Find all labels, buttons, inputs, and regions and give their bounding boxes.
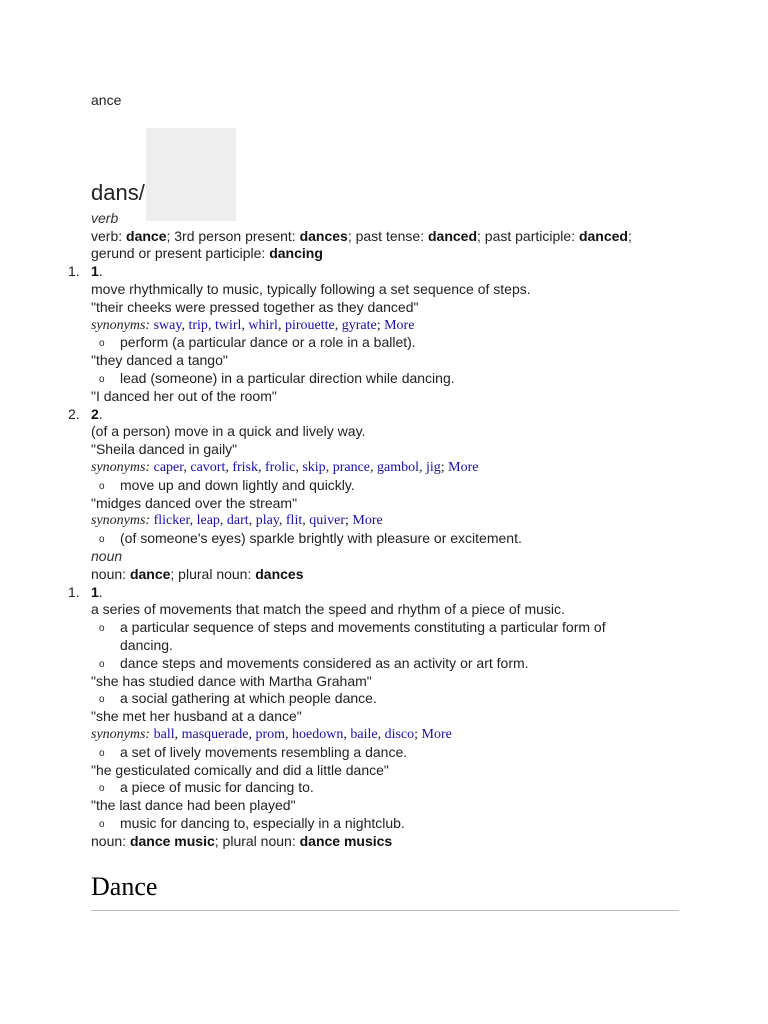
synonyms-line: synonyms: ball, masquerade, prom, hoedown, baile, disco; More bbox=[91, 726, 452, 742]
bullet: o bbox=[99, 818, 105, 830]
synonym-link[interactable]: flit bbox=[285, 513, 303, 529]
synonym-link[interactable]: sway bbox=[153, 317, 182, 333]
sense-example: "midges danced over the stream" bbox=[91, 494, 298, 511]
bullet: o bbox=[99, 694, 105, 706]
bullet: o bbox=[99, 747, 105, 759]
part-of-speech-noun: noun bbox=[91, 547, 123, 564]
bullet: o bbox=[99, 373, 105, 385]
synonym-link[interactable]: trip bbox=[188, 317, 208, 333]
part-of-speech-verb: verb bbox=[91, 209, 119, 226]
synonym-link[interactable]: disco bbox=[384, 726, 415, 742]
sub-sense: o music for dancing to, especially in a nightclub. bbox=[91, 815, 691, 833]
sense-example: "she has studied dance with Martha Graham" bbox=[91, 672, 372, 689]
sub-sense: o lead (someone) in a particular direction while dancing. bbox=[91, 370, 691, 388]
synonym-link[interactable]: quiver bbox=[309, 513, 345, 529]
synonym-link[interactable]: leap bbox=[196, 513, 220, 529]
synonym-link[interactable]: frisk bbox=[232, 459, 259, 475]
sense-definition: a series of movements that match the speed and rhythm of a piece of music. bbox=[91, 601, 565, 618]
sense-example: "she met her husband at a dance" bbox=[91, 708, 302, 725]
synonym-link[interactable]: play bbox=[255, 513, 279, 529]
noun-forms: noun: dance; plural noun: dances bbox=[91, 565, 304, 582]
synonym-link[interactable]: baile bbox=[350, 726, 378, 742]
synonym-link[interactable]: hoedown bbox=[292, 726, 344, 742]
synonym-link[interactable]: pirouette bbox=[284, 317, 335, 333]
more-link[interactable]: More bbox=[352, 513, 383, 529]
synonym-link[interactable]: caper bbox=[153, 459, 184, 475]
synonyms-line: synonyms: flicker, leap, dart, play, flit, quiver; More bbox=[91, 513, 383, 529]
synonym-link[interactable]: twirl bbox=[214, 317, 242, 333]
sense-example: "they danced a tango" bbox=[91, 352, 228, 369]
synonym-link[interactable]: frolic bbox=[265, 459, 296, 475]
bullet: o bbox=[99, 623, 105, 635]
sense-example: "he gesticulated comically and did a little dance" bbox=[91, 761, 389, 778]
synonym-link[interactable]: prance bbox=[332, 459, 370, 475]
sub-sense: o dance steps and movements considered as an activity or art form. bbox=[91, 655, 691, 673]
sense-example: "Sheila danced in gaily" bbox=[91, 441, 238, 458]
phonetic-word: dans/ bbox=[91, 179, 145, 205]
sense-example: "their cheeks were pressed together as they danced" bbox=[91, 298, 419, 315]
synonym-link[interactable]: cavort bbox=[190, 459, 226, 475]
sub-sense: o a social gathering at which people dance. bbox=[91, 690, 691, 708]
synonym-link[interactable]: gyrate bbox=[341, 317, 377, 333]
bullet: o bbox=[99, 480, 105, 492]
bullet: o bbox=[99, 338, 105, 350]
more-link[interactable]: More bbox=[384, 317, 415, 333]
sense-definition: move rhythmically to music, typically following a set sequence of steps. bbox=[91, 280, 531, 297]
bullet: o bbox=[99, 658, 105, 670]
sense-number: 2. 2. bbox=[68, 405, 103, 422]
sub-sense: o move up and down lightly and quickly. bbox=[91, 477, 691, 495]
sub-sense: o perform (a particular dance or a role in a ballet). bbox=[91, 334, 691, 352]
sub-sense: o (of someone's eyes) sparkle brightly with pleasure or excitement. bbox=[91, 530, 691, 548]
section-title: Dance bbox=[91, 872, 158, 902]
synonym-link[interactable]: dart bbox=[226, 513, 249, 529]
verb-forms: verb: dance; 3rd person present: dances; past tense: danced; past participle: danced; bbox=[91, 227, 632, 244]
synonym-link[interactable]: flicker bbox=[153, 513, 190, 529]
sense-example: "the last dance had been played" bbox=[91, 797, 296, 814]
sub-sense: o a particular sequence of steps and movements constituting a particular form of bbox=[91, 619, 691, 637]
sense-example: "I danced her out of the room" bbox=[91, 387, 277, 404]
synonym-link[interactable]: ball bbox=[153, 726, 175, 742]
noun-forms-music: noun: dance music; plural noun: dance musics bbox=[91, 832, 393, 849]
sub-sense: o a piece of music for dancing to. bbox=[91, 779, 691, 797]
image-placeholder bbox=[146, 128, 236, 221]
more-link[interactable]: More bbox=[448, 459, 479, 475]
synonym-link[interactable]: jig bbox=[426, 459, 441, 475]
synonyms-line: synonyms: caper, cavort, frisk, frolic, skip, prance, gambol, jig; More bbox=[91, 459, 479, 475]
sub-sense: o a set of lively movements resembling a dance. bbox=[91, 744, 691, 762]
pronunciation-row bbox=[91, 110, 691, 210]
more-link[interactable]: More bbox=[421, 726, 452, 742]
header-fragment: ance bbox=[91, 92, 122, 108]
bullet: o bbox=[99, 534, 105, 546]
bullet: o bbox=[99, 783, 105, 795]
dictionary-entry bbox=[68, 92, 691, 911]
verb-forms-2: gerund or present participle: dancing bbox=[91, 245, 323, 262]
synonym-link[interactable]: skip bbox=[302, 459, 326, 475]
synonym-link[interactable]: masquerade bbox=[181, 726, 249, 742]
sense-number: 1. 1. bbox=[68, 583, 103, 600]
synonyms-line: synonyms: sway, trip, twirl, whirl, pirouette, gyrate; More bbox=[91, 317, 415, 333]
synonym-link[interactable]: whirl bbox=[248, 317, 278, 333]
sense-definition: (of a person) move in a quick and lively way. bbox=[91, 423, 366, 440]
sense-number: 1. 1. bbox=[68, 263, 103, 280]
sub-sense-continued: dancing. bbox=[120, 636, 173, 653]
synonym-link[interactable]: gambol bbox=[377, 459, 419, 475]
synonym-link[interactable]: prom bbox=[255, 726, 286, 742]
section-divider bbox=[91, 910, 679, 911]
